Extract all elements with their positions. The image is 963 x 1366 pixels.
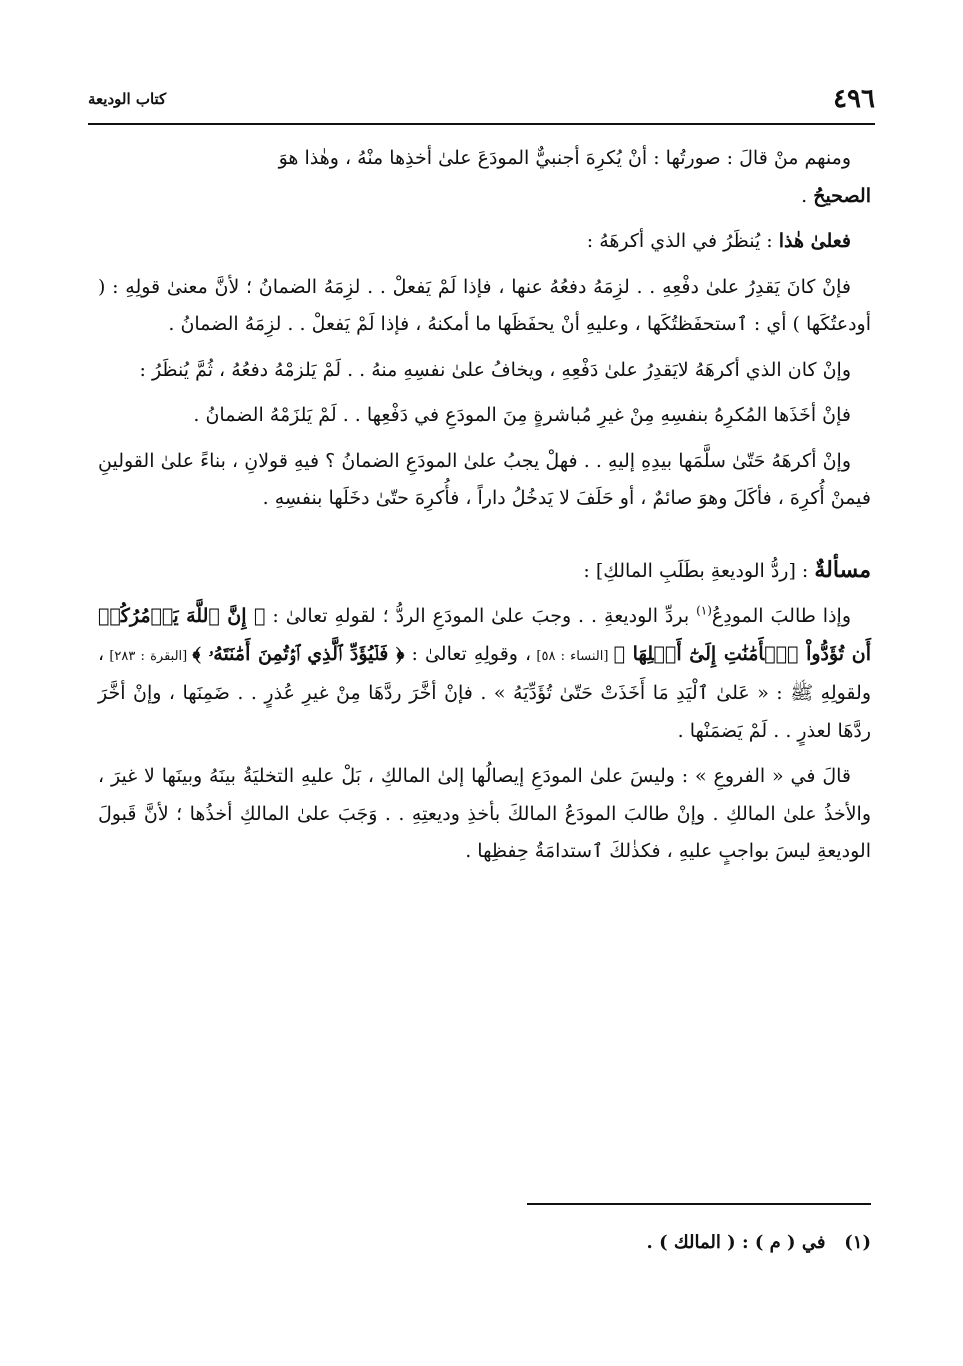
paragraph-3: فإنْ كانَ يَقدِرُ علىٰ دفْعِهِ . . لزِمَهُ دفعُهُ عنها ، فإذا لَمْ يَفعلْ . . لزِمَهُ الضمانُ ؛ لأنَّ معنىٰ قولِهِ : ( أودعتُكَها ) أي : ٱستحفَظتُكَها ، وعليهِ أنْ يحفَظَها ما أمكنهُ ، فإذا لَمْ يَفعلْ . . لزِمَهُ الضمانُ .: [98, 275, 871, 335]
masala-label: مسألةٌ: [814, 556, 871, 583]
verse-reference-1: [النساء : ٥٨]: [531, 648, 614, 664]
paragraph-6: وإنْ أكرهَهُ حَتّىٰ سلَّمَها بيدِهِ إليهِ . . فهلْ يجبُ علىٰ المودَعِ الضمانُ ؟ فيهِ قولانِ ، بناءً علىٰ القولينِ فيمنْ أُكرِهَ ، فأكَلَ وهوَ صائمٌ ، أو حَلَفَ لا يَدخُلُ داراً ، فأُكرِهَ حتّىٰ دخَلَها بنفسِهِ .: [98, 449, 871, 509]
paragraph-8: قالَ في « الفروعِ » : وليسَ علىٰ المودَعِ إيصالُها إلىٰ المالكِ ، بَلْ عليهِ التخليَةُ بينَهُ وبينَها لا غيرَ ، والأخذُ علىٰ المالكِ . وإنْ طالبَ المودَعُ المالكَ بأخذِ وديعتِهِ . . وَجَبَ علىٰ المالكِ أخذُها ؛ لأنَّ قَبولَ الوديعةِ ليسَ بواجبٍ عليهِ ، فكذٰلكَ ٱستدامَةُ حِفظِها .: [98, 765, 871, 862]
masala-separator: :: [795, 559, 815, 582]
paragraph-7-b: بردِّ الوديعةِ . . وجبَ علىٰ المودَعِ الردُّ ؛ لقولهِ تعالىٰ :: [265, 605, 697, 627]
footnote-marker: (١): [696, 603, 712, 618]
footnote-divider: [527, 1203, 871, 1205]
quran-verse-1: ﴿ إِنَّ ٱللَّهَ يَأۡمُرُكُمۡ أَن تُؤَدُّواْ ٱلۡأَمَٰنَٰتِ إِلَىٰٓ أَهۡلِهَا ﴾: [98, 605, 871, 665]
masala-heading: [98, 552, 871, 591]
paragraph-2-text: : يُنظَرُ في الذي أكرهَهُ :: [586, 230, 779, 252]
footnote-number: (١): [844, 1232, 871, 1253]
paragraph-1: [98, 140, 871, 215]
paragraph-5: فإنْ أخَذَها المُكرِهُ بنفسِهِ مِنْ غيرِ مُباشرةٍ مِنَ المودَعِ في دَفْعِها . . لَمْ يَلزَمْهُ الضمانُ .: [193, 404, 851, 426]
footnote-text: في ( م ) : ( المالك ) .: [646, 1232, 826, 1253]
page-number: ٤٩٦: [833, 84, 875, 114]
paragraph-7-c: ، وقولِهِ تعالىٰ :: [404, 642, 532, 665]
paragraph-1-end: .: [801, 184, 814, 207]
paragraph-7: [98, 598, 871, 750]
footnote: [647, 1232, 871, 1253]
paragraph-1-bold: الصحيحُ: [813, 184, 871, 207]
page-header: [88, 84, 875, 124]
quran-verse-2: ﴿ فَلۡيُؤَدِّ ٱلَّذِي ٱؤۡتُمِنَ أَمَٰنَتَهُۥ ﴾: [192, 642, 405, 665]
paragraph-1-text: ومنهم منْ قالَ : صورتُها : أنْ يُكرِهَ أجنبيٌّ المودَعَ علىٰ أخذِها منْهُ ، وهٰذا هوَ: [278, 147, 851, 169]
paragraph-4: وإنْ كان الذي أكرهَهُ لايَقدِرُ علىٰ دَفْعِهِ ، ويخافُ علىٰ نفسِهِ منهُ . . لَمْ يَلزمْهُ دفعُهُ ، ثُمَّ يُنظَرُ :: [139, 358, 851, 381]
running-title: كتاب الوديعة: [88, 90, 167, 108]
paragraph-2: [98, 223, 871, 261]
verse-reference-2: [البقرة : ٢٨٣]: [104, 648, 193, 664]
paragraph-7-d: ، ولقولِهِ ﷺ : « عَلىٰ ٱلْيَدِ مَا أَخَذَتْ حَتّىٰ تُؤَدِّيَهُ » . فإنْ أخَّرَ ردَّهَا مِنْ غيرِ عُذرٍ . . ضَمِنَها ، وإنْ أخَّرَ ردَّهَا لعذرٍ . . لَمْ يَضمَنْها .: [98, 642, 871, 742]
header-divider: [88, 123, 875, 125]
masala-title: [ردُّ الوديعةِ بطَلَبِ المالكِ] :: [583, 559, 796, 582]
main-text: [98, 140, 871, 879]
paragraph-7-a: وإذا طالبَ المودِعُ: [711, 605, 852, 627]
paragraph-2-lead: فعلىٰ هٰذا: [778, 230, 851, 252]
